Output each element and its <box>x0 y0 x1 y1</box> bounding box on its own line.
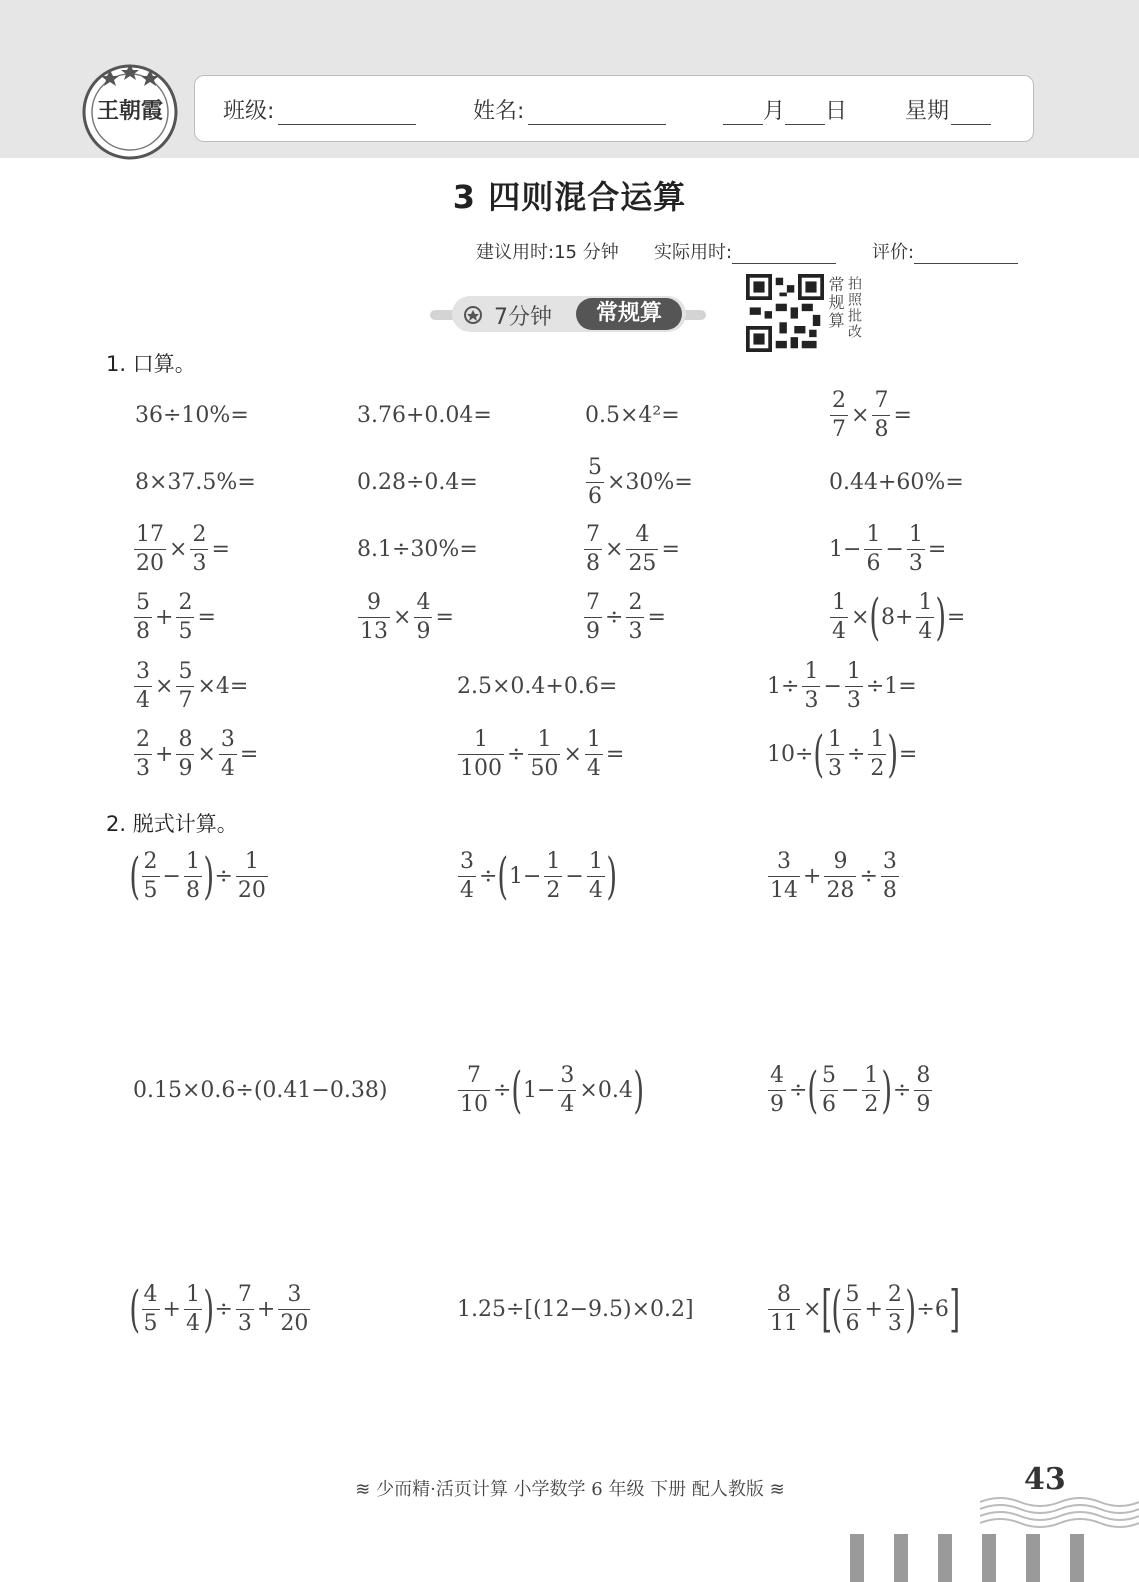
oral-problem: $\frac{17}{20}$ × $\frac{2}{3}$ = <box>136 521 230 576</box>
oral-problem: 0.28÷0.4= <box>357 469 478 495</box>
step-problem: $\frac{8}{11}$ × [ ( $\frac{5}{6}$ + $\frac{2}{3}$ ) ÷6 ] <box>770 1280 960 1338</box>
edge-tab <box>1026 1534 1040 1582</box>
oral-problem: 3.76+0.04= <box>357 402 492 428</box>
step-problem: $\frac{3}{14}$ + $\frac{9}{28}$ ÷ $\frac{3}{8}$ <box>770 848 897 903</box>
oral-problem: $\frac{9}{13}$ × $\frac{4}{9}$ = <box>360 589 454 644</box>
oral-problem: 1− $\frac{1}{6}$ − $\frac{1}{3}$ = <box>829 521 947 576</box>
edge-tab <box>982 1534 996 1582</box>
oral-problem: $\frac{2}{7}$ × $\frac{7}{8}$ = <box>832 387 912 442</box>
oral-problem: 36÷10%= <box>135 402 249 428</box>
edge-tab <box>1070 1534 1084 1582</box>
oral-problem: 1÷ $\frac{1}{3}$ − $\frac{1}{3}$ ÷1= <box>767 658 917 713</box>
oral-problem: 10÷ ( $\frac{1}{3}$ ÷ $\frac{1}{2}$ ) = <box>767 725 918 783</box>
suggested-time: 建议用时:15 分钟 <box>476 242 619 263</box>
edge-tab <box>894 1534 908 1582</box>
banner-time: 7分钟 <box>494 305 552 330</box>
step-problem: ( $\frac{4}{5}$ + $\frac{1}{4}$ ) ÷ $\frac{7}{3}$ + $\frac{3}{20}$ <box>129 1280 309 1338</box>
oral-problem: 8×37.5%= <box>135 469 256 495</box>
medal-icon <box>462 303 484 325</box>
evaluation-field[interactable]: 评价: <box>872 238 1018 264</box>
step-problem: $\frac{3}{4}$ ÷ ( 1− $\frac{1}{2}$ − $\frac{1}{4}$ ) <box>460 847 617 905</box>
oral-problem: $\frac{5}{8}$ + $\frac{2}{5}$ = <box>136 589 216 644</box>
publisher-logo <box>80 62 180 162</box>
edge-tab <box>938 1534 952 1582</box>
footer-text: ≋ 少而精·活页计算 小学数学 6 年级 下册 配人教版 ≋ <box>355 1479 785 1500</box>
decorative-waves <box>980 1492 1139 1532</box>
oral-problem: $\frac{7}{8}$ × $\frac{4}{25}$ = <box>586 521 680 576</box>
qr-caption-left: 常规算 <box>826 276 845 330</box>
weekday-field[interactable]: 星期 <box>905 94 991 125</box>
banner-label: 常规算 <box>576 298 682 330</box>
oral-problem: $\frac{7}{9}$ ÷ $\frac{2}{3}$ = <box>586 589 666 644</box>
oral-problem: $\frac{3}{4}$ × $\frac{5}{7}$ ×4= <box>136 658 249 713</box>
edge-tab <box>850 1534 864 1582</box>
date-field[interactable]: 月 日 <box>723 94 847 125</box>
step-problem: $\frac{4}{9}$ ÷ ( $\frac{5}{6}$ − $\frac{1}{2}$ ) ÷ $\frac{8}{9}$ <box>770 1061 931 1119</box>
page-number: 43 <box>1024 1462 1066 1497</box>
svg-text:王朝霞: 王朝霞 <box>96 98 164 124</box>
oral-problem: 0.5×4²= <box>585 402 680 428</box>
step-problem: 1.25÷[(12−9.5)×0.2] <box>457 1296 694 1322</box>
oral-problem: 2.5×0.4+0.6= <box>457 673 618 699</box>
step-problem: 0.15×0.6÷(0.41−0.38) <box>133 1077 388 1103</box>
oral-problem: $\frac{5}{6}$ ×30%= <box>588 454 693 509</box>
oral-problem: 0.44+60%= <box>829 469 964 495</box>
class-field[interactable]: 班级: <box>223 94 416 125</box>
student-info-box <box>194 75 1034 142</box>
qr-code[interactable] <box>746 274 824 352</box>
oral-problem: $\frac{2}{3}$ + $\frac{8}{9}$ × $\frac{3}{4}$ = <box>136 726 259 781</box>
section-1-title: 1. 口算。 <box>106 352 196 376</box>
oral-problem: 8.1÷30%= <box>357 536 478 562</box>
page-title: 3 四则混合运算 <box>452 178 687 216</box>
actual-time-field[interactable]: 实际用时: <box>654 238 836 264</box>
name-field[interactable]: 姓名: <box>473 94 666 125</box>
step-problem: $\frac{7}{10}$ ÷ ( 1− $\frac{3}{4}$ ×0.4 ) <box>460 1061 644 1119</box>
step-problem: ( $\frac{2}{5}$ − $\frac{1}{8}$ ) ÷ $\frac{1}{20}$ <box>129 847 266 905</box>
section-2-title: 2. 脱式计算。 <box>106 812 238 836</box>
oral-problem: $\frac{1}{4}$ × ( 8+ $\frac{1}{4}$ ) = <box>832 588 966 646</box>
qr-caption-right: 拍照批改 <box>846 276 862 340</box>
oral-problem: $\frac{1}{100}$ ÷ $\frac{1}{50}$ × $\frac{1}{4}$ = <box>460 726 625 781</box>
section-banner <box>452 296 686 332</box>
